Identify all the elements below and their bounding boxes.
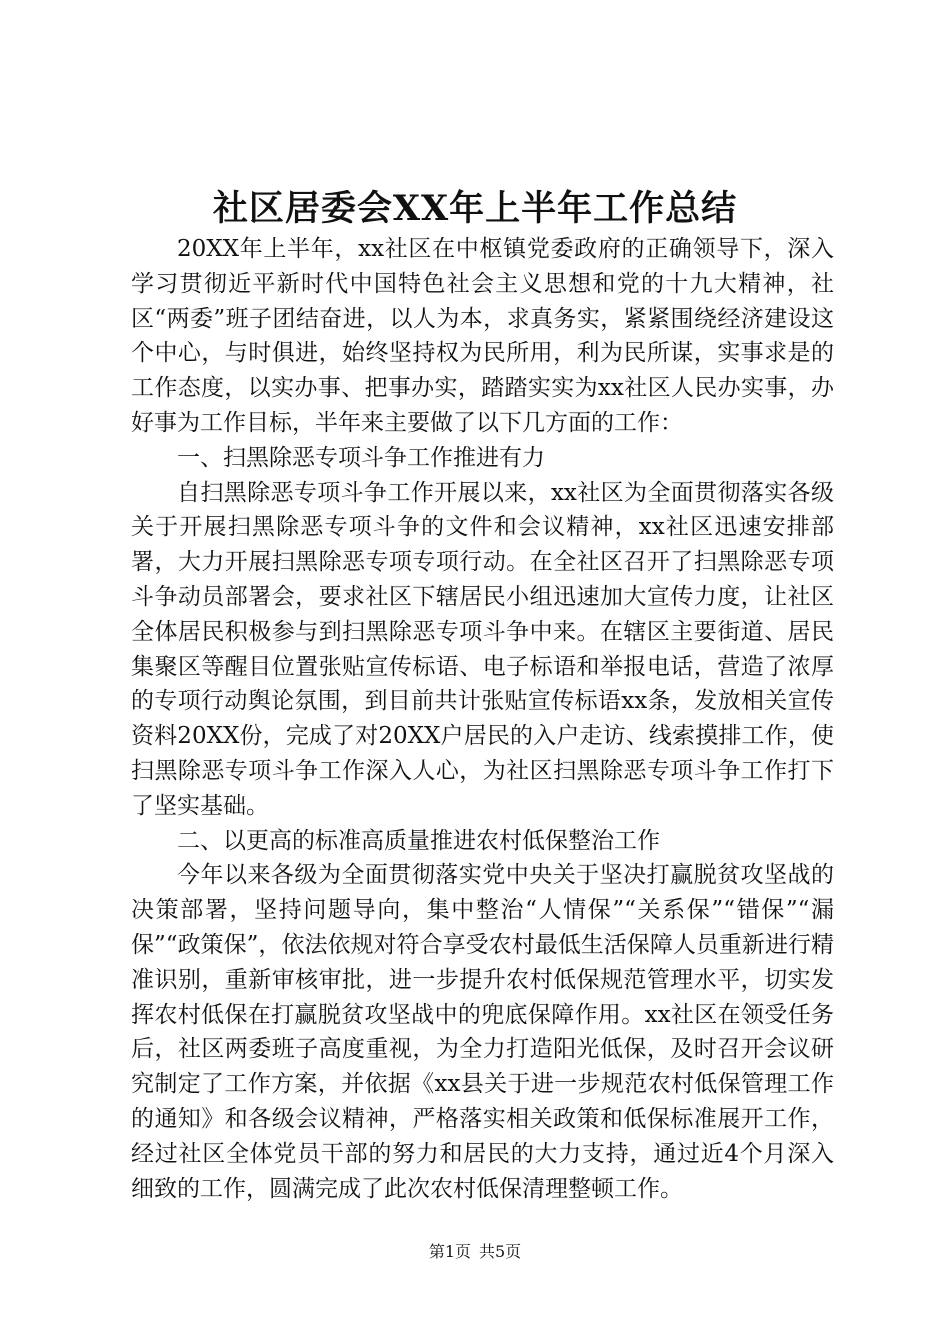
- page-number: 第1页: [428, 1242, 471, 1261]
- section-heading-1: 一、扫黑除恶专项斗争工作推进有力: [177, 444, 545, 471]
- document-body: [131, 232, 834, 1206]
- page-total: 共5页: [479, 1242, 522, 1261]
- page-footer: [0, 1242, 950, 1262]
- section-1-paragraph: 自扫黑除恶专项斗争工作开展以来，xx社区为全面贯彻落实各级关于开展扫黑除恶专项斗争的文件和会议精神，xx社区迅速安排部署，大力开展扫黑除恶专项专项行动。在全社区召开了扫黑除恶专项斗争动员部署会，要求社区下辖居民小组迅速加大宣传力度，让社区全体居民积极参与到扫黑除恶专项斗争中来。在辖区主要街道、居民集聚区等醒目位置张贴宣传标语、电子标语和举报电话，营造了浓厚的专项行动舆论氛围，到目前共计张贴宣传标语xx条，发放相关宣传资料20XX份，完成了对20XX户居民的入户走访、线索摸排工作，使扫黑除恶专项斗争工作深入人心，为社区扫黑除恶专项斗争工作打下了坚实基础。: [131, 479, 834, 819]
- section-heading-2: 二、以更高的标准高质量推进农村低保整治工作: [177, 827, 660, 854]
- document-title: 社区居委会XX年上半年工作总结: [212, 188, 738, 229]
- section-2-paragraph: 今年以来各级为全面贯彻落实党中央关于坚决打赢脱贫攻坚战的决策部署，坚持问题导向，集中整治“人情保”“关系保”“错保”“漏保”“政策保”，依法依规对符合享受农村最低生活保障人员重新进行精准识别，重新审核审批，进一步提升农村低保规范管理水平，切实发挥农村低保在打赢脱贫攻坚战中的兜底保障作用。xx社区在领受任务后，社区两委班子高度重视，为全力打造阳光低保，及时召开会议研究制定了工作方案，并依据《xx县关于进一步规范农村低保管理工作的通知》和各级会议精神，严格落实相关政策和低保标准展开工作，经过社区全体党员干部的努力和居民的大力支持，通过近4个月深入细致的工作，圆满完成了此次农村低保清理整顿工作。: [131, 862, 834, 1202]
- intro-paragraph: 20XX年上半年，xx社区在中枢镇党委政府的正确领导下，深入学习贯彻近平新时代中国特色社会主义思想和党的十九大精神，社区“两委”班子团结奋进，以人为本，求真务实，紧紧围绕经济建设这个中心，与时俱进，始终坚持权为民所用，利为民所谋，实事求是的工作态度，以实办事、把事办实，踏踏实实为xx社区人民办实事，办好事为工作目标，半年来主要做了以下几方面的工作：: [131, 236, 834, 436]
